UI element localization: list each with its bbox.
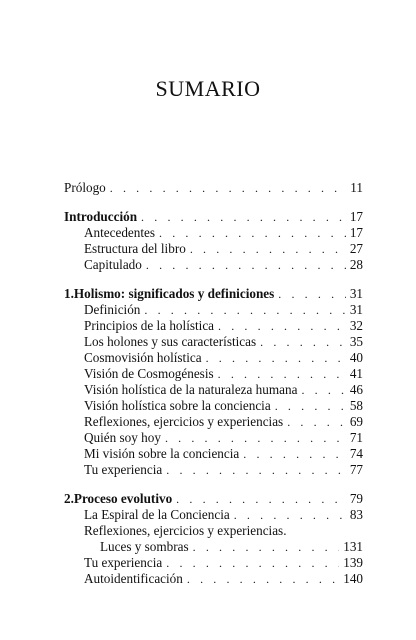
toc-entry[interactable] (84, 225, 363, 241)
toc-entry-label: Prólogo (64, 180, 106, 195)
chapter-number: 1. (64, 286, 74, 301)
dot-leader (176, 491, 346, 507)
dot-leader (275, 398, 346, 414)
dot-leader (141, 209, 346, 225)
toc-page-number: 17 (349, 209, 363, 224)
toc-entry-label: Tu experiencia (84, 462, 163, 477)
toc-entry-label: Cosmovisión holística (84, 350, 202, 365)
toc-entry[interactable] (84, 571, 363, 587)
toc-page-number: 31 (349, 302, 363, 317)
toc-page-number: 71 (349, 430, 363, 445)
toc-entry[interactable] (84, 334, 363, 350)
toc-section-introduccion[interactable] (64, 209, 363, 225)
toc-page-number: 83 (349, 507, 363, 522)
toc-page-number: 79 (349, 491, 363, 506)
toc-entry[interactable] (84, 302, 363, 318)
toc-entry-label: Visión holística de la naturaleza humana (84, 382, 298, 397)
toc-page-number: 31 (349, 286, 363, 301)
toc-page-number: 35 (349, 334, 363, 349)
toc-page-number: 131 (343, 539, 363, 554)
dot-leader (193, 539, 340, 555)
toc-entry-label: Los holones y sus características (84, 334, 257, 349)
dot-leader (159, 225, 346, 241)
toc-entry[interactable] (84, 555, 363, 571)
dot-leader (166, 555, 339, 571)
dot-leader (234, 507, 346, 523)
toc-entry-label: Reflexiones, ejercicios y experiencias (84, 414, 284, 429)
toc-entry[interactable] (84, 462, 363, 478)
dot-leader (218, 318, 346, 334)
toc-page-number: 69 (349, 414, 363, 429)
dot-leader (144, 302, 345, 318)
toc-entry[interactable] (84, 382, 363, 398)
dot-leader (110, 180, 347, 196)
toc-entry-label: Tu experiencia (84, 555, 163, 570)
dot-leader (166, 462, 346, 478)
dot-leader (165, 430, 346, 446)
toc-entry[interactable] (84, 398, 363, 414)
toc-page-number: 77 (349, 462, 363, 477)
toc-page-number: 40 (349, 350, 363, 365)
toc-page-number: 46 (349, 382, 363, 397)
toc-page-number: 17 (349, 225, 363, 240)
toc-entry-label: Autoidentificación (84, 571, 183, 586)
toc-entry[interactable] (100, 539, 363, 555)
chapter-number: 2. (64, 491, 74, 506)
toc-entry-label: Reflexiones, ejercicios y experiencias. (84, 523, 287, 538)
toc-entry-label: Principios de la holística (84, 318, 215, 333)
dot-leader (206, 350, 346, 366)
toc-entry[interactable] (84, 241, 363, 257)
toc-entry[interactable] (84, 446, 363, 462)
dot-leader (301, 382, 345, 398)
dot-leader (218, 366, 346, 382)
toc-entry[interactable] (84, 430, 363, 446)
dot-leader (187, 571, 339, 587)
toc-entry[interactable] (84, 414, 363, 430)
toc-page-number: 74 (349, 446, 363, 461)
toc-entry-label: Mi visión sobre la conciencia (84, 446, 240, 461)
toc-page-number: 140 (343, 571, 363, 586)
toc-entry-label: Visión de Cosmogénesis (84, 366, 214, 381)
toc-entry[interactable] (84, 350, 363, 366)
toc-entry-prologo[interactable] (64, 180, 363, 196)
toc-entry-label: Visión holística sobre la conciencia (84, 398, 271, 413)
toc-entry-label: La Espiral de la Conciencia (84, 507, 230, 522)
toc-entry-label: Capitulado (84, 257, 142, 272)
toc-section-label: Introducción (64, 209, 138, 224)
toc-entry-label: Definición (84, 302, 141, 317)
toc-entry[interactable] (84, 257, 363, 273)
dot-leader (190, 241, 346, 257)
toc-page-number: 28 (349, 257, 363, 272)
toc-entry[interactable] (84, 507, 363, 523)
toc-chapter-2[interactable] (64, 491, 363, 507)
toc-entry[interactable] (84, 523, 363, 539)
toc-entry[interactable] (84, 318, 363, 334)
toc-entry-label: Estructura del libro (84, 241, 186, 256)
toc-chapter-label: Holismo: significados y definiciones (73, 286, 275, 301)
toc-chapter-label: Proceso evolutivo (73, 491, 173, 506)
toc-page-number: 58 (349, 398, 363, 413)
page-title: SUMARIO (155, 76, 261, 101)
toc-page-number: 139 (343, 555, 363, 570)
toc-page-number: 11 (350, 180, 363, 195)
dot-leader (260, 334, 346, 350)
toc-chapter-1[interactable] (64, 286, 363, 302)
dot-leader (146, 257, 346, 273)
toc-page-number: 32 (349, 318, 363, 333)
dot-leader (278, 286, 346, 302)
toc-entry-label: Luces y sombras (100, 539, 189, 554)
toc-entry[interactable] (84, 366, 363, 382)
dot-leader (287, 414, 346, 430)
dot-leader (243, 446, 346, 462)
toc-entry-label: Quién soy hoy (84, 430, 161, 445)
toc-entry-label: Antecedentes (84, 225, 156, 240)
toc-page-number: 41 (349, 366, 363, 381)
toc-page-number: 27 (349, 241, 363, 256)
